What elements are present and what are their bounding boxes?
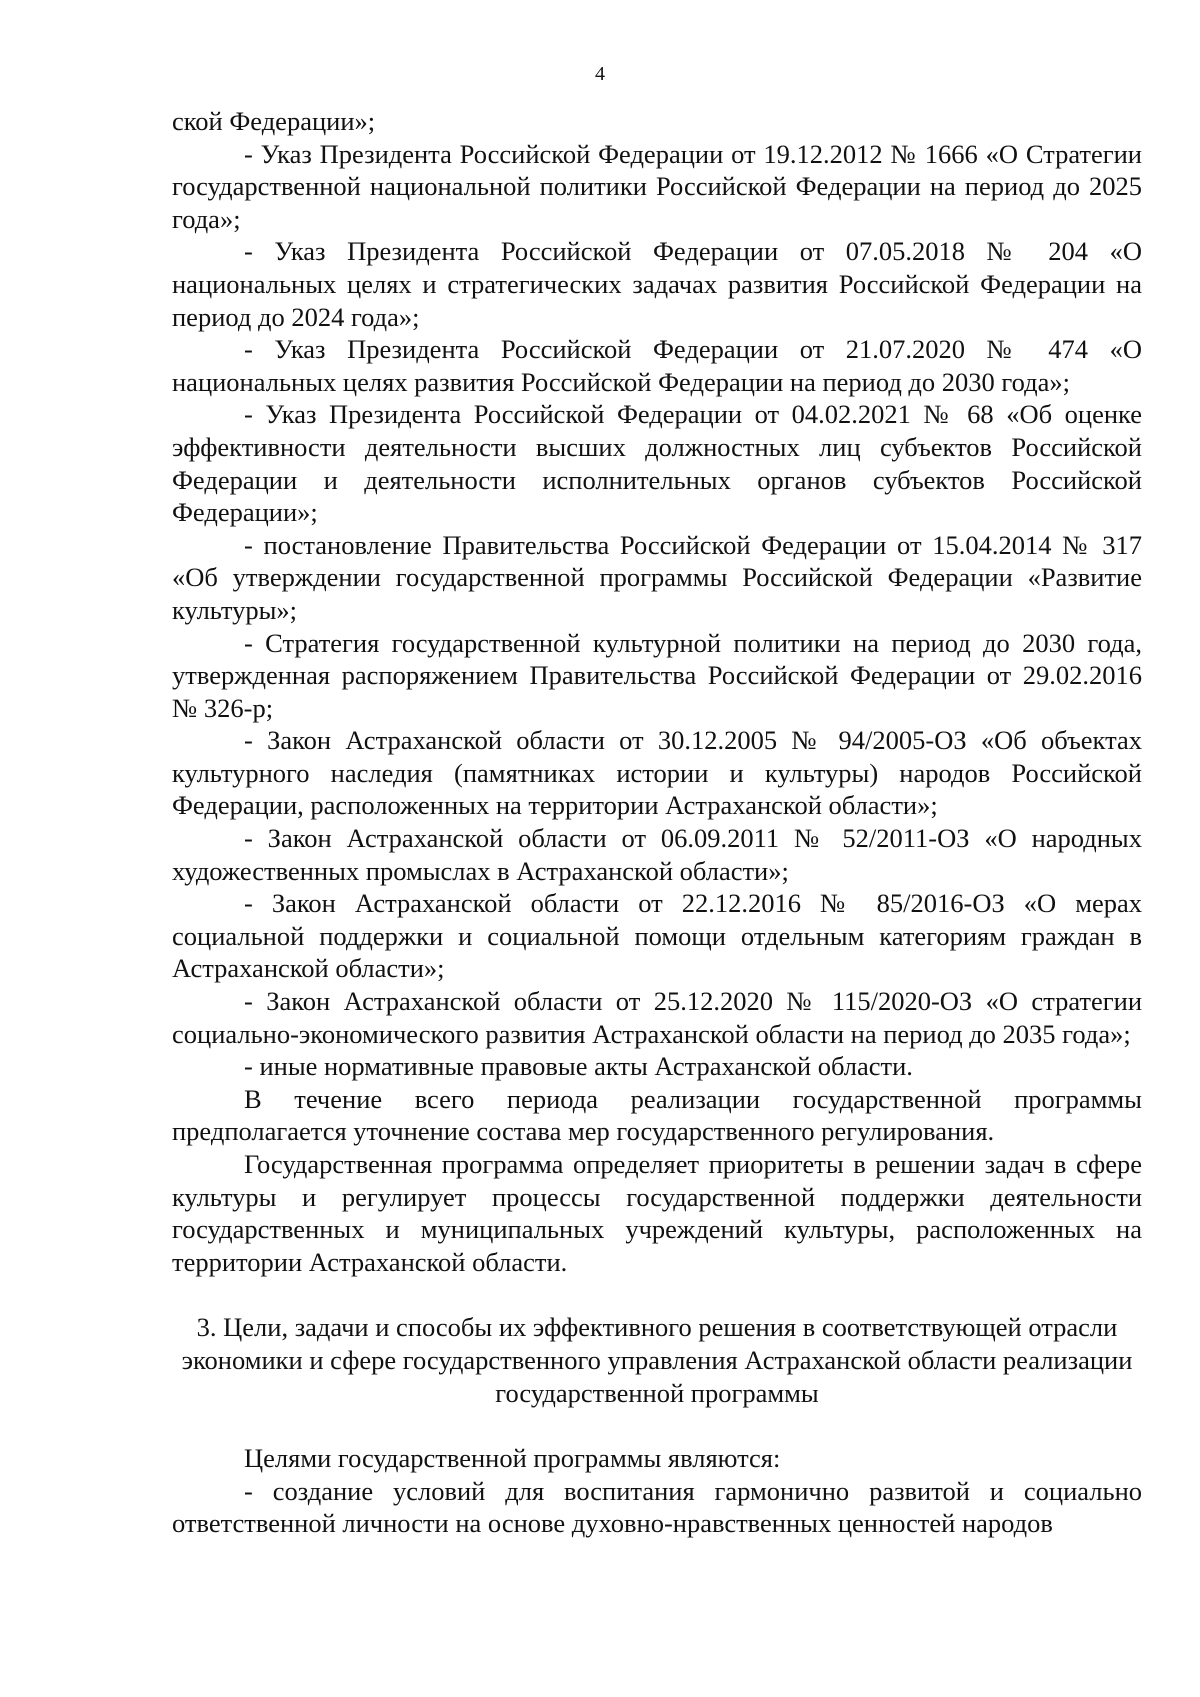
section-heading: 3. Цели, задачи и способы их эффективного решения в соответствующей отрасли экономики и сфере государственного управления Астраханской области реализации государственной программы	[181, 1312, 1133, 1408]
list-item-decree-474: - Указ Президента Российской Федерации от 21.07.2020 № 474 «О национальных целях развития Российской Федерации на период до 2030 года»;	[172, 334, 1142, 397]
list-item-strategy-326: - Стратегия государственной культурной политики на период до 2030 года, утвержденная распоряжением Правительства Российской Федерации от 29.02.2016 № 326-р;	[172, 627, 1142, 723]
list-item-resolution-317: - постановление Правительства Российской Федерации от 15.04.2014 № 317 «Об утверждении государственной программы Российской Федерации «Развитие культуры»;	[172, 529, 1142, 625]
document-body	[172, 105, 1142, 1540]
paragraph-regulation-clarification: В течение всего периода реализации государственной программы предполагается уточнение состава мер государственного регулирования.	[172, 1083, 1142, 1147]
paragraph-program-priorities: Государственная программа определяет приоритеты в решении задач в сфере культуры и регулирует процессы государственной поддержки деятельности государственных и муниципальных учреждений культуры, расположенных на территории Астраханской области.	[172, 1149, 1142, 1277]
paragraph-goals-intro: Целями государственной программы являются:	[244, 1443, 781, 1474]
list-item-other-acts: - иные нормативные правовые акты Астраханской области.	[244, 1051, 913, 1082]
list-item-decree-204: - Указ Президента Российской Федерации от 07.05.2018 № 204 «О национальных целях и стратегических задачах развития Российской Федерации на период до 2024 года»;	[172, 236, 1142, 332]
list-item-decree-68: - Указ Президента Российской Федерации от 04.02.2021 № 68 «Об оценке эффективности деятельности высших должностных лиц субъектов Российской Федерации и деятельности исполнительных органов субъектов Российской Федерации»;	[172, 399, 1142, 528]
paragraph-continuation: ской Федерации»;	[172, 106, 376, 136]
list-item-law-94: - Закон Астраханской области от 30.12.2005 № 94/2005-ОЗ «Об объектах культурного наследия (памятниках истории и культуры) народов Российской Федерации, расположенных на территории Астраханской области»;	[172, 725, 1142, 821]
list-item-law-52: - Закон Астраханской области от 06.09.2011 № 52/2011-ОЗ «О народных художественных промыслах в Астраханской области»;	[172, 823, 1142, 886]
list-item-law-115: - Закон Астраханской области от 25.12.2020 № 115/2020-ОЗ «О стратегии социально-экономического развития Астраханской области на период до 2035 года»;	[172, 986, 1142, 1049]
list-item-goal-1: - создание условий для воспитания гармонично развитой и социально ответственной личности на основе духовно-нравственных ценностей народов	[172, 1475, 1142, 1539]
list-item-law-85: - Закон Астраханской области от 22.12.2016 № 85/2016-ОЗ «О мерах социальной поддержки и социальной помощи отдельным категориям граждан в Астраханской области»;	[172, 888, 1142, 984]
page-number: 4	[595, 63, 605, 85]
list-item-decree-1666: - Указ Президента Российской Федерации от 19.12.2012 № 1666 «О Стратегии государственной национальной политики Российской Федерации на период до 2025 года»;	[172, 138, 1142, 234]
